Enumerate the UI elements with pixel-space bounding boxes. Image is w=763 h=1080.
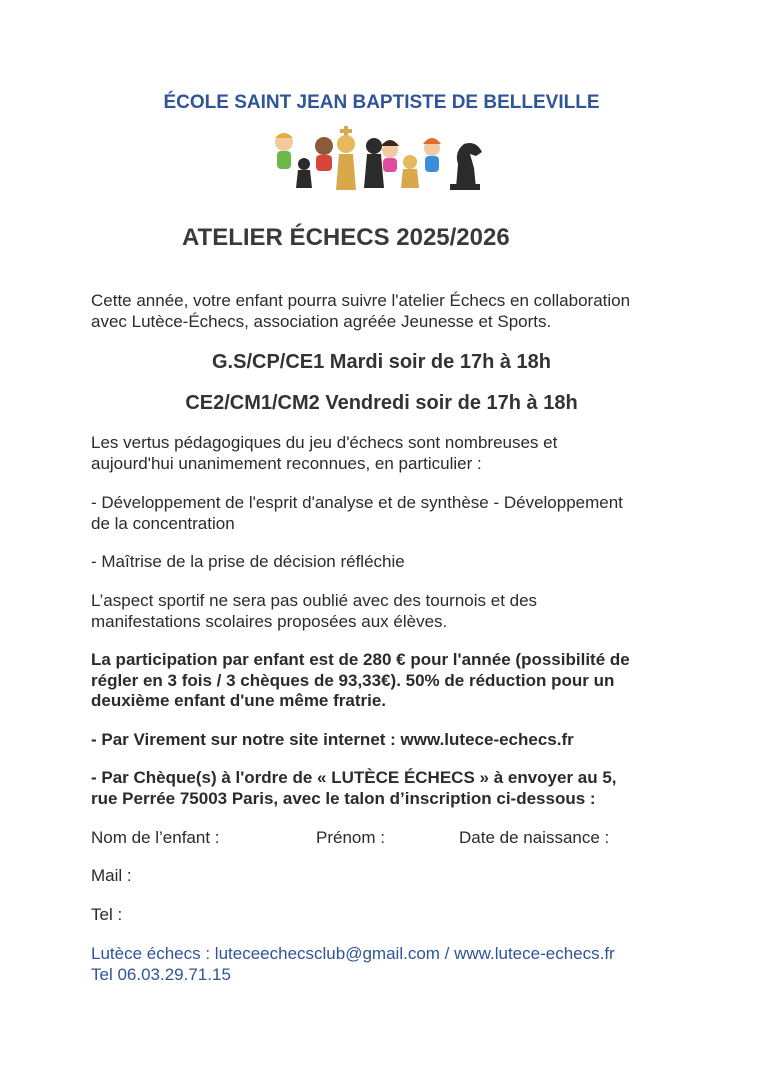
contact-phone-line: Tel 06.03.29.71.15 xyxy=(91,964,231,984)
first-name-label: Prénom : xyxy=(316,828,385,847)
schedule-line-2: CE2/CM1/CM2 Vendredi soir de 17h à 18h xyxy=(185,392,578,414)
text-line: deuxième enfant d'une même fratrie. xyxy=(91,691,387,710)
text-line: rue Perrée 75003 Paris, avec le talon d’inscription ci-dessous : xyxy=(91,788,596,808)
text-line: manifestations scolaires proposées aux élèves. xyxy=(91,611,448,631)
text-line: avec Lutèce-Échecs, association agréée Jeunesse et Sports. xyxy=(91,311,552,331)
text-line: de la concentration xyxy=(91,513,235,533)
bullet-decision: - Maîtrise de la prise de décision réfléchie xyxy=(91,552,405,571)
text-line: L’aspect sportif ne sera pas oublié avec des tournois et des xyxy=(91,591,538,610)
schedule-line-1: G.S/CP/CE1 Mardi soir de 17h à 18h xyxy=(211,351,551,373)
text-line: La participation par enfant est de 280 € pour l'année (possibilité de xyxy=(91,650,630,669)
intro-paragraph xyxy=(91,291,671,332)
payment-cheque xyxy=(91,768,671,809)
virtues-paragraph xyxy=(91,433,671,474)
price-paragraph xyxy=(91,650,671,712)
contact-email-line: Lutèce échecs : luteceechecsclub@gmail.com / www.lutece-echecs.fr xyxy=(91,944,615,963)
birth-date-label: Date de naissance : xyxy=(459,828,610,847)
mail-label: Mail : xyxy=(91,866,132,885)
school-title: ÉCOLE SAINT JEAN BAPTISTE DE BELLEVILLE xyxy=(163,92,600,113)
sport-paragraph xyxy=(91,591,671,632)
text-line: aujourd'hui unanimement reconnues, en particulier : xyxy=(91,453,482,473)
text-line: régler en 3 fois / 3 chèques de 93,33€). 50% de réduction pour un xyxy=(91,670,615,690)
payment-transfer: - Par Virement sur notre site internet : www.lutece-echecs.fr xyxy=(91,730,574,749)
kids-with-chess-pieces-icon xyxy=(270,124,492,194)
page-title: ATELIER ÉCHECS 2025/2026 xyxy=(182,224,510,251)
text-line: - Par Chèque(s) à l'ordre de « LUTÈCE ÉCHECS » à envoyer au 5, xyxy=(91,768,617,787)
tel-label: Tel : xyxy=(91,905,123,924)
text-line: - Développement de l'esprit d'analyse et de synthèse - Développement xyxy=(91,493,623,512)
text-line: Les vertus pédagogiques du jeu d'échecs sont nombreuses et xyxy=(91,433,558,452)
child-name-label: Nom de l’enfant : xyxy=(91,828,220,847)
contact-info xyxy=(91,944,671,985)
text-line: Cette année, votre enfant pourra suivre l'atelier Échecs en collaboration xyxy=(91,291,631,310)
bullet-analysis xyxy=(91,493,671,534)
